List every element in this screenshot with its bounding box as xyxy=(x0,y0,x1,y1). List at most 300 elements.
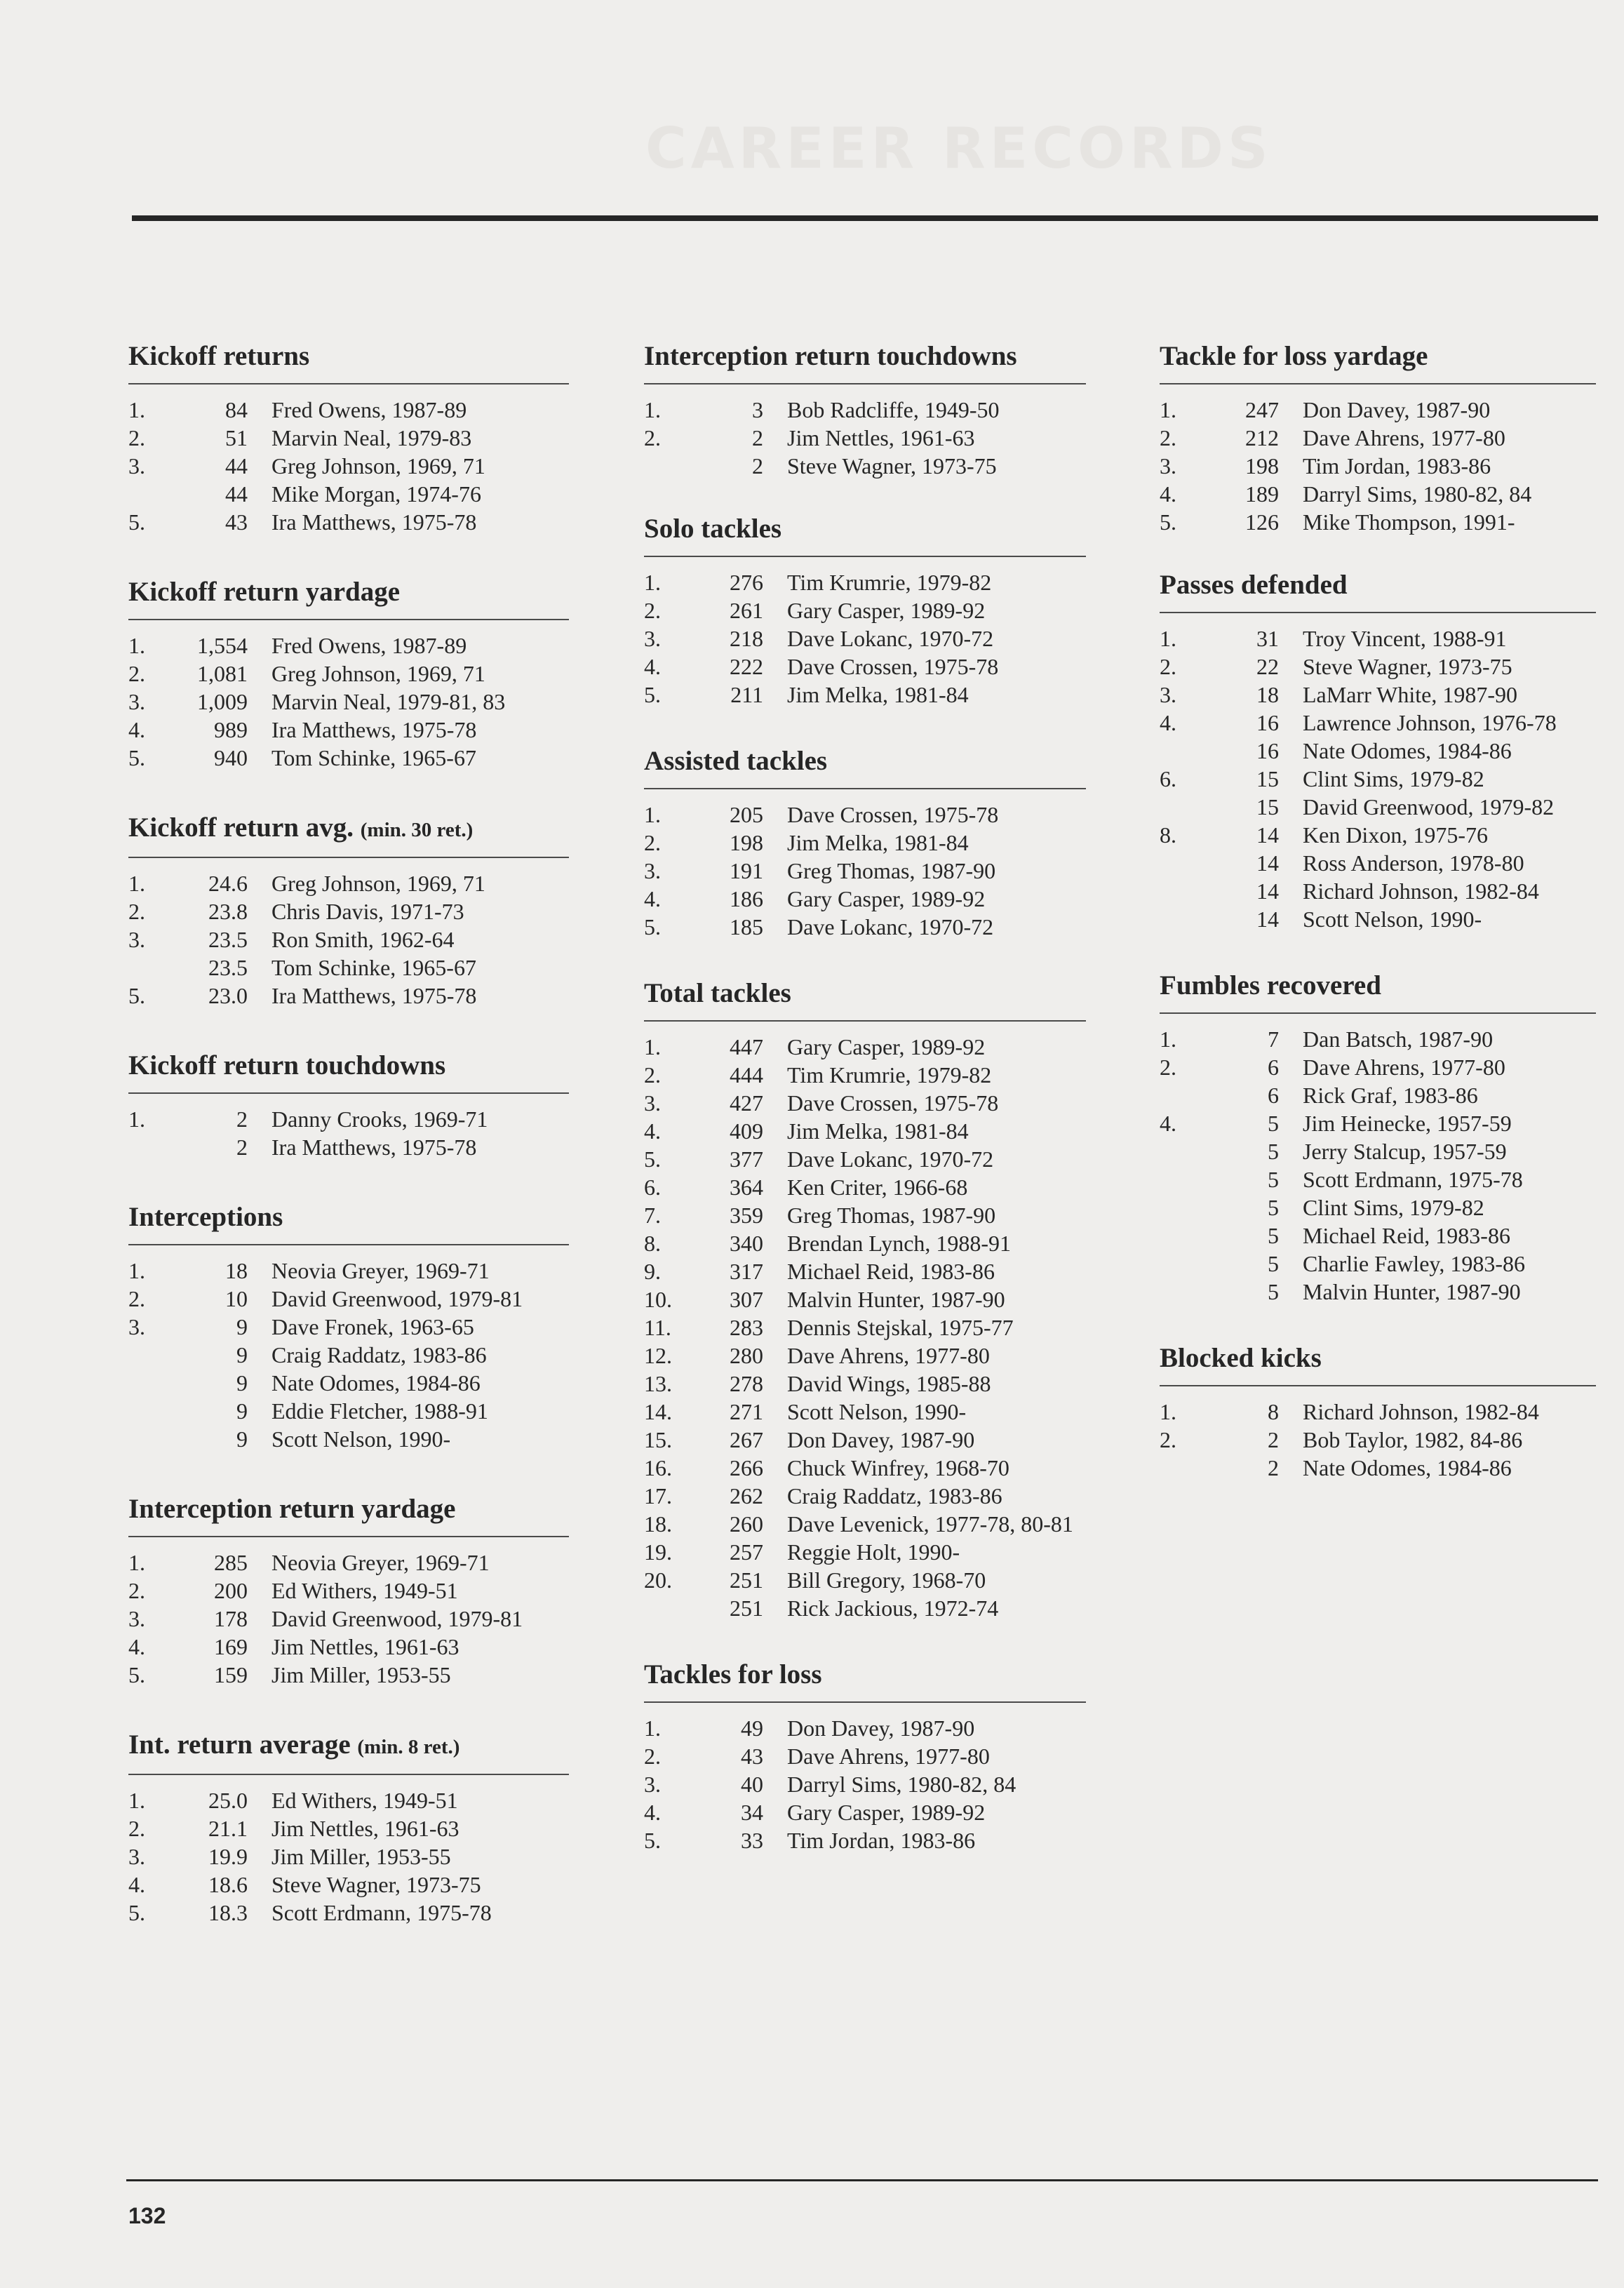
record-holder: Gary Casper, 1989-92 xyxy=(787,886,986,911)
record-holder: LaMarr White, 1987-90 xyxy=(1303,682,1517,707)
section-int-return-average xyxy=(128,1724,569,1927)
record-row xyxy=(1160,765,1596,793)
record-value: 14 xyxy=(1256,822,1279,848)
record-row xyxy=(128,1285,569,1313)
record-value: 359 xyxy=(730,1203,763,1228)
record-holder: Malvin Hunter, 1987-90 xyxy=(1303,1279,1521,1304)
record-value: 280 xyxy=(730,1343,763,1368)
section-title xyxy=(128,335,569,384)
record-holder: Michael Reid, 1983-86 xyxy=(1303,1223,1510,1248)
section-title-text: Interception return touchdowns xyxy=(644,341,1017,371)
record-holder: Richard Johnson, 1982-84 xyxy=(1303,1399,1539,1424)
record-list xyxy=(644,557,1086,709)
record-value: 43 xyxy=(225,509,248,535)
record-value: 9 xyxy=(236,1314,248,1339)
section-title xyxy=(644,740,1086,789)
record-rank: 1. xyxy=(128,397,145,422)
record-rank: 1. xyxy=(128,1788,145,1813)
record-row xyxy=(644,1201,1086,1229)
section-title-note: (min. 30 ret.) xyxy=(360,819,474,841)
record-row xyxy=(644,1061,1086,1089)
record-rank: 1. xyxy=(644,802,661,827)
record-holder: David Wings, 1985-88 xyxy=(787,1371,991,1396)
record-holder: Dave Crossen, 1975-78 xyxy=(787,654,999,679)
record-holder: Mike Thompson, 1991- xyxy=(1303,509,1515,535)
record-row xyxy=(128,1577,569,1605)
record-rank: 4. xyxy=(1160,1111,1176,1136)
section-title xyxy=(1160,965,1596,1014)
record-holder: Tim Krumrie, 1979-82 xyxy=(787,570,992,595)
record-holder: Ken Criter, 1966-68 xyxy=(787,1175,968,1200)
record-value: 9 xyxy=(236,1426,248,1452)
column-2 xyxy=(644,335,1086,1854)
record-holder: Tim Jordan, 1983-86 xyxy=(1303,453,1491,479)
section-title xyxy=(1160,335,1596,384)
record-row xyxy=(1160,737,1596,765)
record-holder: Ron Smith, 1962-64 xyxy=(271,927,455,952)
record-holder: Neovia Greyer, 1969-71 xyxy=(271,1258,490,1283)
record-row xyxy=(128,1899,569,1927)
record-holder: Greg Johnson, 1969, 71 xyxy=(271,871,485,896)
record-rank: 3. xyxy=(644,626,661,651)
record-value: 51 xyxy=(225,425,248,450)
record-row xyxy=(128,1786,569,1814)
record-list xyxy=(128,1775,569,1927)
record-value: 989 xyxy=(214,717,248,742)
record-holder: Rick Graf, 1983-86 xyxy=(1303,1083,1478,1108)
record-holder: Greg Thomas, 1987-90 xyxy=(787,858,996,883)
record-row xyxy=(128,1548,569,1577)
record-value: 5 xyxy=(1268,1195,1279,1220)
section-title-text: Interceptions xyxy=(128,1202,283,1232)
record-rank: 2. xyxy=(644,1744,661,1769)
record-list xyxy=(128,620,569,772)
record-rank: 4. xyxy=(644,1118,661,1144)
section-tackles-for-loss xyxy=(644,1654,1086,1854)
section-kickoff-returns xyxy=(128,335,569,536)
section-title-text: Kickoff returns xyxy=(128,341,310,371)
record-value: 271 xyxy=(730,1399,763,1424)
record-row xyxy=(1160,424,1596,452)
record-value: 15 xyxy=(1256,794,1279,819)
record-rank: 1. xyxy=(1160,1399,1176,1424)
record-rank: 3. xyxy=(644,858,661,883)
section-title-text: Tackle for loss yardage xyxy=(1160,341,1428,371)
record-row xyxy=(128,1633,569,1661)
section-title xyxy=(644,335,1086,384)
record-row xyxy=(1160,821,1596,849)
record-row xyxy=(1160,1193,1596,1222)
record-row xyxy=(644,1285,1086,1313)
record-value: 31 xyxy=(1256,626,1279,651)
record-row xyxy=(1160,905,1596,933)
section-title xyxy=(128,1724,569,1775)
section-title-text: Assisted tackles xyxy=(644,746,828,776)
record-row xyxy=(128,744,569,772)
record-holder: Clint Sims, 1979-82 xyxy=(1303,766,1484,791)
record-row xyxy=(1160,1250,1596,1278)
record-row xyxy=(1160,624,1596,653)
record-holder: Ross Anderson, 1978-80 xyxy=(1303,850,1524,876)
record-holder: Darryl Sims, 1980-82, 84 xyxy=(787,1772,1016,1797)
record-row xyxy=(644,1426,1086,1454)
section-title-text: Kickoff return touchdowns xyxy=(128,1050,446,1081)
record-rank: 4. xyxy=(128,1872,145,1897)
record-value: 257 xyxy=(730,1539,763,1565)
record-row xyxy=(644,1714,1086,1742)
record-holder: Craig Raddatz, 1983-86 xyxy=(787,1483,1002,1508)
record-row xyxy=(1160,1025,1596,1053)
record-row xyxy=(1160,1053,1596,1081)
record-holder: Dave Levenick, 1977-78, 80-81 xyxy=(787,1511,1073,1537)
record-holder: Brendan Lynch, 1988-91 xyxy=(787,1231,1012,1256)
record-rank: 1. xyxy=(644,1715,661,1741)
record-row xyxy=(128,954,569,982)
record-rank: 3. xyxy=(1160,682,1176,707)
record-holder: Dan Batsch, 1987-90 xyxy=(1303,1026,1494,1052)
record-holder: Dave Ahrens, 1977-80 xyxy=(1303,1055,1505,1080)
record-list xyxy=(128,384,569,536)
record-value: 447 xyxy=(730,1034,763,1059)
record-holder: Marvin Neal, 1979-81, 83 xyxy=(271,689,506,714)
record-value: 23.8 xyxy=(208,899,248,924)
record-row xyxy=(1160,1398,1596,1426)
section-title xyxy=(644,508,1086,557)
section-title xyxy=(128,807,569,858)
record-value: 159 xyxy=(214,1662,248,1687)
record-rank: 5. xyxy=(128,509,145,535)
record-row xyxy=(128,688,569,716)
record-holder: Ira Matthews, 1975-78 xyxy=(271,717,477,742)
record-list xyxy=(1160,384,1596,536)
record-row xyxy=(128,424,569,452)
record-value: 19.9 xyxy=(208,1844,248,1869)
record-row xyxy=(1160,877,1596,905)
record-holder: Charlie Fawley, 1983-86 xyxy=(1303,1251,1525,1276)
record-value: 317 xyxy=(730,1259,763,1284)
record-list xyxy=(644,789,1086,941)
record-rank: 3. xyxy=(644,1772,661,1797)
record-holder: Dave Ahrens, 1977-80 xyxy=(1303,425,1505,450)
record-value: 191 xyxy=(730,858,763,883)
section-title xyxy=(1160,1337,1596,1386)
record-value: 15 xyxy=(1256,766,1279,791)
record-row xyxy=(128,982,569,1010)
section-title xyxy=(128,1488,569,1537)
record-value: 44 xyxy=(225,453,248,479)
section-title-text: Solo tackles xyxy=(644,514,782,544)
section-interception-return-yardage xyxy=(128,1488,569,1689)
record-value: 307 xyxy=(730,1287,763,1312)
record-rank: 4. xyxy=(644,886,661,911)
record-holder: Tim Krumrie, 1979-82 xyxy=(787,1062,992,1088)
record-value: 9 xyxy=(236,1398,248,1424)
record-list xyxy=(1160,613,1596,933)
record-value: 18 xyxy=(225,1258,248,1283)
record-value: 276 xyxy=(730,570,763,595)
record-row xyxy=(644,1770,1086,1798)
record-holder: David Greenwood, 1979-82 xyxy=(1303,794,1555,819)
record-list xyxy=(128,1245,569,1453)
record-value: 40 xyxy=(741,1772,763,1797)
record-rank: 2. xyxy=(644,830,661,855)
record-rank: 2. xyxy=(128,899,145,924)
record-rank: 3. xyxy=(128,453,145,479)
record-rank: 1. xyxy=(128,1550,145,1575)
record-holder: Gary Casper, 1989-92 xyxy=(787,1800,986,1825)
section-blocked-kicks xyxy=(1160,1337,1596,1482)
page-number: 132 xyxy=(128,2203,166,2228)
record-value: 23.0 xyxy=(208,983,248,1008)
record-row xyxy=(128,1133,569,1161)
record-value: 5 xyxy=(1268,1167,1279,1192)
record-rank: 5. xyxy=(128,745,145,770)
record-value: 7 xyxy=(1268,1026,1279,1052)
record-value: 5 xyxy=(1268,1279,1279,1304)
record-row xyxy=(1160,1165,1596,1193)
record-row xyxy=(128,869,569,897)
section-title-text: Fumbles recovered xyxy=(1160,970,1381,1001)
record-value: 364 xyxy=(730,1175,763,1200)
record-value: 444 xyxy=(730,1062,763,1088)
record-value: 178 xyxy=(214,1606,248,1631)
record-value: 5 xyxy=(1268,1139,1279,1164)
record-holder: Bob Radcliffe, 1949-50 xyxy=(787,397,1000,422)
record-row xyxy=(1160,709,1596,737)
record-row xyxy=(644,1538,1086,1566)
record-row xyxy=(644,1398,1086,1426)
record-rank: 2. xyxy=(128,1286,145,1311)
top-rule xyxy=(132,215,1598,221)
record-value: 16 xyxy=(1256,710,1279,735)
record-value: 262 xyxy=(730,1483,763,1508)
section-title-text: Tackles for loss xyxy=(644,1659,822,1690)
record-holder: Tim Jordan, 1983-86 xyxy=(787,1828,976,1853)
record-row xyxy=(644,1454,1086,1482)
record-rank: 18. xyxy=(644,1511,672,1537)
record-value: 278 xyxy=(730,1371,763,1396)
record-holder: Neovia Greyer, 1969-71 xyxy=(271,1550,490,1575)
record-row xyxy=(644,653,1086,681)
record-row xyxy=(644,396,1086,424)
record-row xyxy=(128,631,569,660)
record-holder: Richard Johnson, 1982-84 xyxy=(1303,878,1539,904)
record-rank: 1. xyxy=(128,871,145,896)
record-holder: Ira Matthews, 1975-78 xyxy=(271,509,477,535)
record-row xyxy=(1160,1426,1596,1454)
record-holder: Don Davey, 1987-90 xyxy=(787,1715,975,1741)
record-rank: 15. xyxy=(644,1427,672,1452)
record-holder: Rick Jackious, 1972-74 xyxy=(787,1595,999,1621)
record-holder: Scott Erdmann, 1975-78 xyxy=(271,1900,492,1925)
record-value: 185 xyxy=(730,914,763,939)
record-value: 283 xyxy=(730,1315,763,1340)
record-value: 8 xyxy=(1268,1399,1279,1424)
record-rank: 1. xyxy=(644,1034,661,1059)
record-holder: Dave Ahrens, 1977-80 xyxy=(787,1343,990,1368)
record-rank: 12. xyxy=(644,1343,672,1368)
record-rank: 5. xyxy=(644,1828,661,1853)
record-holder: Scott Nelson, 1990- xyxy=(1303,906,1482,932)
record-row xyxy=(644,596,1086,624)
record-value: 247 xyxy=(1245,397,1279,422)
record-list xyxy=(1160,1014,1596,1306)
record-row xyxy=(1160,1454,1596,1482)
record-rank: 16. xyxy=(644,1455,672,1480)
record-list xyxy=(644,1022,1086,1622)
record-holder: Tom Schinke, 1965-67 xyxy=(271,955,476,980)
record-rank: 5. xyxy=(128,983,145,1008)
record-holder: Steve Wagner, 1973-75 xyxy=(1303,654,1512,679)
record-row xyxy=(644,913,1086,941)
section-kickoff-return-yardage xyxy=(128,571,569,772)
record-holder: Jim Miller, 1953-55 xyxy=(271,1662,451,1687)
record-list xyxy=(1160,1386,1596,1482)
record-holder: Jim Melka, 1981-84 xyxy=(787,830,969,855)
record-row xyxy=(1160,681,1596,709)
record-rank: 7. xyxy=(644,1203,661,1228)
record-row xyxy=(128,1397,569,1425)
column-3 xyxy=(1160,335,1596,1482)
record-row xyxy=(128,480,569,508)
record-value: 44 xyxy=(225,481,248,507)
record-rank: 5. xyxy=(1160,509,1176,535)
record-row xyxy=(128,508,569,536)
record-value: 23.5 xyxy=(208,927,248,952)
record-row xyxy=(644,1313,1086,1342)
record-rank: 4. xyxy=(644,654,661,679)
record-value: 1,554 xyxy=(197,633,248,658)
section-title-text: Interception return yardage xyxy=(128,1494,456,1524)
record-row xyxy=(644,885,1086,913)
record-row xyxy=(128,1814,569,1842)
record-value: 5 xyxy=(1268,1111,1279,1136)
record-holder: Lawrence Johnson, 1976-78 xyxy=(1303,710,1557,735)
record-holder: Reggie Holt, 1990- xyxy=(787,1539,960,1565)
record-holder: Fred Owens, 1987-89 xyxy=(271,397,467,422)
record-value: 2 xyxy=(752,453,763,479)
record-row xyxy=(644,1566,1086,1594)
bottom-rule xyxy=(126,2179,1598,2181)
record-row xyxy=(128,1605,569,1633)
record-rank: 17. xyxy=(644,1483,672,1508)
record-holder: Jim Nettles, 1961-63 xyxy=(271,1816,459,1841)
record-row xyxy=(1160,1222,1596,1250)
record-row xyxy=(644,1594,1086,1622)
record-value: 198 xyxy=(730,830,763,855)
record-rank: 1. xyxy=(128,633,145,658)
record-holder: Nate Odomes, 1984-86 xyxy=(1303,738,1512,763)
record-row xyxy=(1160,1278,1596,1306)
record-value: 2 xyxy=(1268,1455,1279,1480)
record-holder: Nate Odomes, 1984-86 xyxy=(1303,1455,1512,1480)
record-holder: Dave Fronek, 1963-65 xyxy=(271,1314,474,1339)
record-value: 251 xyxy=(730,1595,763,1621)
record-holder: Ed Withers, 1949-51 xyxy=(271,1788,458,1813)
section-interceptions xyxy=(128,1196,569,1453)
record-rank: 2. xyxy=(128,1816,145,1841)
record-row xyxy=(128,660,569,688)
record-value: 2 xyxy=(752,425,763,450)
record-row xyxy=(644,857,1086,885)
record-row xyxy=(644,452,1086,480)
record-holder: Bob Taylor, 1982, 84-86 xyxy=(1303,1427,1523,1452)
record-holder: Dave Lokanc, 1970-72 xyxy=(787,1146,994,1172)
record-rank: 3. xyxy=(128,1844,145,1869)
section-title-text: Total tackles xyxy=(644,978,791,1008)
record-holder: Danny Crooks, 1969-71 xyxy=(271,1106,488,1132)
record-list xyxy=(644,384,1086,480)
record-row xyxy=(1160,508,1596,536)
section-title xyxy=(128,1045,569,1094)
record-row xyxy=(128,396,569,424)
record-rank: 2. xyxy=(1160,1427,1176,1452)
record-rank: 4. xyxy=(128,1634,145,1659)
record-value: 1,009 xyxy=(197,689,248,714)
record-rank: 2. xyxy=(128,1578,145,1603)
section-interception-return-touchdowns xyxy=(644,335,1086,480)
record-row xyxy=(1160,1109,1596,1137)
record-value: 285 xyxy=(214,1550,248,1575)
record-value: 9 xyxy=(236,1370,248,1396)
record-holder: Dave Ahrens, 1977-80 xyxy=(787,1744,990,1769)
record-holder: Craig Raddatz, 1983-86 xyxy=(271,1342,487,1367)
record-row xyxy=(644,801,1086,829)
record-value: 940 xyxy=(214,745,248,770)
record-holder: Eddie Fletcher, 1988-91 xyxy=(271,1398,488,1424)
record-row xyxy=(644,1826,1086,1854)
record-value: 266 xyxy=(730,1455,763,1480)
record-value: 5 xyxy=(1268,1223,1279,1248)
record-holder: Ira Matthews, 1975-78 xyxy=(271,983,477,1008)
record-row xyxy=(644,1257,1086,1285)
record-value: 340 xyxy=(730,1231,763,1256)
record-value: 16 xyxy=(1256,738,1279,763)
record-row xyxy=(1160,1081,1596,1109)
record-row xyxy=(128,925,569,954)
record-rank: 4. xyxy=(644,1800,661,1825)
record-row xyxy=(128,897,569,925)
record-value: 2 xyxy=(236,1135,248,1160)
record-rank: 1. xyxy=(1160,626,1176,651)
record-holder: Scott Erdmann, 1975-78 xyxy=(1303,1167,1523,1192)
record-holder: Jerry Stalcup, 1957-59 xyxy=(1303,1139,1507,1164)
record-holder: Steve Wagner, 1973-75 xyxy=(271,1872,481,1897)
record-holder: Tom Schinke, 1965-67 xyxy=(271,745,476,770)
section-title-text: Passes defended xyxy=(1160,570,1348,600)
record-value: 33 xyxy=(741,1828,763,1853)
record-value: 260 xyxy=(730,1511,763,1537)
page-heading: CAREER RECORDS xyxy=(645,116,1273,181)
record-holder: Dennis Stejskal, 1975-77 xyxy=(787,1315,1014,1340)
record-holder: Chris Davis, 1971-73 xyxy=(271,899,464,924)
record-value: 2 xyxy=(1268,1427,1279,1452)
record-rank: 8. xyxy=(644,1231,661,1256)
record-holder: Jim Melka, 1981-84 xyxy=(787,682,969,707)
record-row xyxy=(644,1482,1086,1510)
record-row xyxy=(644,1033,1086,1061)
record-holder: Greg Thomas, 1987-90 xyxy=(787,1203,996,1228)
record-row xyxy=(644,568,1086,596)
record-row xyxy=(644,1510,1086,1538)
record-value: 14 xyxy=(1256,906,1279,932)
record-rank: 9. xyxy=(644,1259,661,1284)
record-rank: 1. xyxy=(128,1106,145,1132)
record-rank: 4. xyxy=(1160,710,1176,735)
record-row xyxy=(644,1342,1086,1370)
record-rank: 2. xyxy=(1160,654,1176,679)
record-value: 427 xyxy=(730,1090,763,1116)
